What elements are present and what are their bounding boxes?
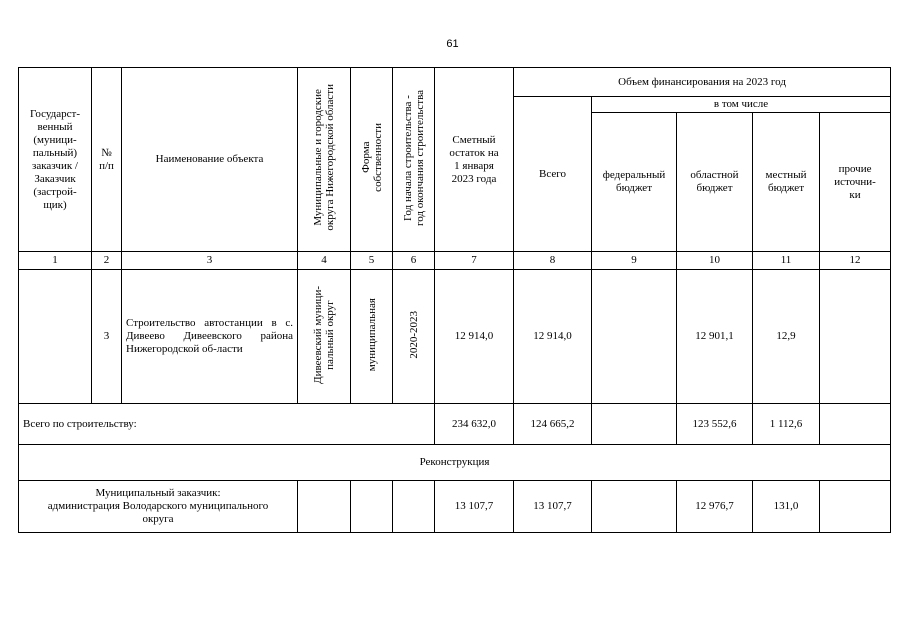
col-number: 6: [393, 252, 435, 270]
table-row-object: [19, 270, 891, 404]
customer-label: Муниципальный заказчик: администрация Володарского муниципального округа: [19, 481, 298, 533]
col-number: 12: [820, 252, 891, 270]
object-other: [820, 270, 891, 404]
header-ownership: [351, 68, 393, 252]
total-other: [820, 404, 891, 445]
total-regional: 123 552,6: [677, 404, 753, 445]
object-customer: [19, 270, 92, 404]
object-years-text: 2020-2023: [407, 310, 420, 359]
header-federal: федеральный бюджет: [592, 113, 677, 252]
object-municipality-text: Дивеевский муници- пальный округ: [312, 285, 336, 384]
customer-regional: 12 976,7: [677, 481, 753, 533]
header-local: местный бюджет: [753, 113, 820, 252]
header-including: в том числе: [592, 97, 891, 113]
total-local: 1 112,6: [753, 404, 820, 445]
col-number: 8: [514, 252, 592, 270]
financing-table: [18, 67, 891, 533]
header-customer: Государст- венный (муници- пальный) заказчик / Заказчик (застрой- щик): [19, 68, 92, 252]
object-ownership: [351, 270, 393, 404]
section-title: Реконструкция: [19, 445, 891, 481]
total-estimated-balance: 234 632,0: [435, 404, 514, 445]
col-number: 4: [298, 252, 351, 270]
object-estimated-balance: 12 914,0: [435, 270, 514, 404]
header-item-no: № п/п: [92, 68, 122, 252]
header-years-text: Год начала строительства - год окончания строительства: [401, 89, 426, 226]
page-number: 61: [446, 38, 459, 50]
object-name: Строительство автостанции в с. Дивеево Дивеевского района Нижегородской об-ласти: [122, 270, 298, 404]
total-federal: [592, 404, 677, 445]
total-label: Всего по строительству:: [19, 404, 435, 445]
customer-other: [820, 481, 891, 533]
customer-empty-cell: [298, 481, 351, 533]
object-ownership-text: муниципальная: [365, 297, 378, 372]
header-ownership-text: Форма собственности: [359, 123, 384, 192]
table-row-section: [19, 445, 891, 481]
customer-estimated-balance: 13 107,7: [435, 481, 514, 533]
object-regional: 12 901,1: [677, 270, 753, 404]
col-number: 7: [435, 252, 514, 270]
table-row-total: [19, 404, 891, 445]
header-other: прочие источни- ки: [820, 113, 891, 252]
col-number: 1: [19, 252, 92, 270]
table-row-customer: [19, 481, 891, 533]
col-number: 11: [753, 252, 820, 270]
customer-local: 131,0: [753, 481, 820, 533]
object-total: 12 914,0: [514, 270, 592, 404]
col-number: 3: [122, 252, 298, 270]
object-municipality: [298, 270, 351, 404]
header-municipality-text: Муниципальные и городские округа Нижегородской области: [312, 84, 336, 231]
header-total: Всего: [514, 97, 592, 252]
header-years: [393, 68, 435, 252]
customer-empty-cell: [351, 481, 393, 533]
customer-federal: [592, 481, 677, 533]
header-object-name: Наименование объекта: [122, 68, 298, 252]
column-numbers-row: [19, 252, 891, 270]
object-item-no: 3: [92, 270, 122, 404]
col-number: 10: [677, 252, 753, 270]
header-funding-2023: Объем финансирования на 2023 год: [514, 68, 891, 97]
col-number: 2: [92, 252, 122, 270]
object-years: [393, 270, 435, 404]
customer-empty-cell: [393, 481, 435, 533]
col-number: 9: [592, 252, 677, 270]
header-regional: областной бюджет: [677, 113, 753, 252]
customer-total: 13 107,7: [514, 481, 592, 533]
header-estimated-balance: Сметный остаток на 1 января 2023 года: [435, 68, 514, 252]
col-number: 5: [351, 252, 393, 270]
object-local: 12,9: [753, 270, 820, 404]
object-federal: [592, 270, 677, 404]
total-total: 124 665,2: [514, 404, 592, 445]
header-municipality: [298, 68, 351, 252]
